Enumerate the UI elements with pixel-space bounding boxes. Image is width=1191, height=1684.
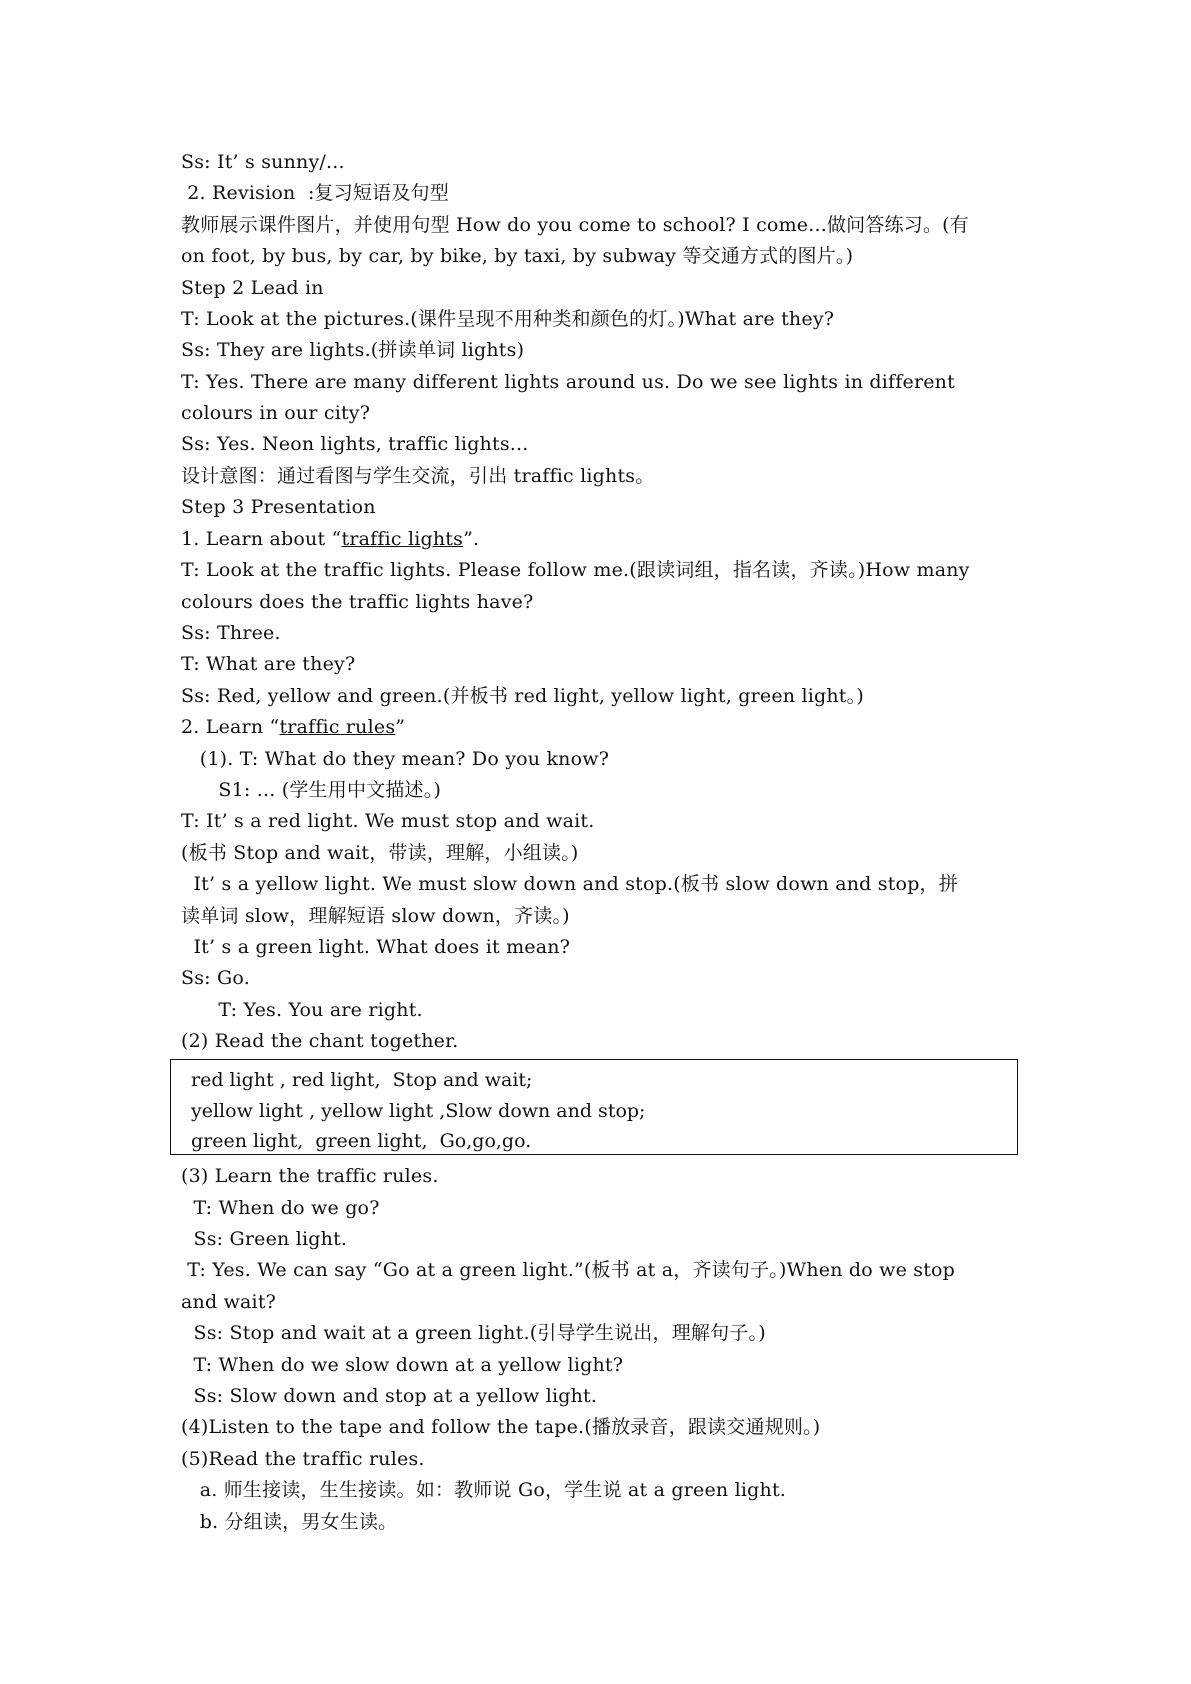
chant-box	[170, 1059, 1018, 1155]
underlined-term: traffic lights	[341, 528, 464, 550]
section-heading: Step 3 Presentation	[181, 496, 376, 518]
text-line: T: Yes. There are many different lights around us. Do we see lights in different	[181, 371, 955, 393]
text-line: (5)Read the traffic rules.	[181, 1448, 425, 1470]
text-line: Ss: Stop and wait at a green light.(引导学生说出，理解句子。)	[181, 1322, 766, 1344]
text-line: It’ s a green light. What does it mean?	[181, 936, 571, 958]
text-line: on foot, by bus, by car, by bike, by taxi, by subway 等交通方式的图片。)	[181, 245, 854, 267]
text-line: Ss: Three.	[181, 622, 281, 644]
text-line: Ss: It’ s sunny/...	[181, 151, 345, 173]
text-line: (4)Listen to the tape and follow the tape.(播放录音，跟读交通规则。)	[181, 1416, 821, 1438]
chant-line: red light , red light, Stop and wait;	[191, 1069, 533, 1091]
text-line: Ss: Go.	[181, 967, 250, 989]
text-line: T: What are they?	[181, 653, 356, 675]
text-line: a. 师生接读，生生接读。如：教师说 Go，学生说 at a green light.	[181, 1479, 787, 1501]
text-line: Ss: Green light.	[181, 1228, 348, 1250]
text-line: T: Yes. You are right.	[181, 999, 423, 1021]
text-line: Ss: Slow down and stop at a yellow light.	[181, 1385, 598, 1407]
text-line: 2. Learn “traffic rules”	[181, 716, 406, 738]
chant-line: green light, green light, Go,go,go.	[191, 1130, 532, 1152]
text-line: It’ s a yellow light. We must slow down and stop.(板书 slow down and stop，拼	[181, 873, 958, 895]
chant-line: yellow light , yellow light ,Slow down and stop;	[191, 1100, 646, 1122]
text-line: T: Look at the pictures.(课件呈现不用种类和颜色的灯。)What are they?	[181, 308, 835, 330]
text-line: T: Look at the traffic lights. Please follow me.(跟读词组，指名读，齐读。)How many	[181, 559, 970, 581]
text-line: (3) Learn the traffic rules.	[181, 1165, 439, 1187]
text-line: Ss: They are lights.(拼读单词 lights)	[181, 339, 525, 361]
text-line: T: When do we slow down at a yellow light?	[181, 1354, 624, 1376]
text-line: T: Yes. We can say “Go at a green light.”(板书 at a，齐读句子。)When do we stop	[181, 1259, 956, 1281]
text-line: 设计意图：通过看图与学生交流，引出 traffic lights。	[181, 465, 655, 487]
text-line: colours in our city?	[181, 402, 371, 424]
text-line: Ss: Yes. Neon lights, traffic lights...	[181, 433, 529, 455]
underlined-term: traffic rules	[279, 716, 396, 738]
text-line: 2. Revision :复习短语及句型	[181, 182, 449, 204]
text-line: S1: ... (学生用中文描述。)	[181, 779, 442, 801]
text-line: and wait?	[181, 1291, 277, 1313]
text-line: Ss: Red, yellow and green.(并板书 red light, yellow light, green light。)	[181, 685, 864, 707]
text-line: (板书 Stop and wait，带读，理解，小组读。)	[181, 842, 579, 864]
text-line: colours does the traffic lights have?	[181, 591, 534, 613]
text-line: (2) Read the chant together.	[181, 1030, 459, 1052]
section-heading: Step 2 Lead in	[181, 277, 324, 299]
text-line: 1. Learn about “traffic lights”.	[181, 528, 480, 550]
text-line: 教师展示课件图片，并使用句型 How do you come to school? I come...做问答练习。(有	[181, 214, 969, 236]
text-line: 读单词 slow，理解短语 slow down，齐读。)	[181, 905, 570, 927]
text-line: T: When do we go?	[181, 1197, 380, 1219]
text-line: T: It’ s a red light. We must stop and wait.	[181, 810, 595, 832]
text-line: (1). T: What do they mean? Do you know?	[181, 748, 610, 770]
text-line: b. 分组读，男女生读。	[181, 1511, 398, 1533]
